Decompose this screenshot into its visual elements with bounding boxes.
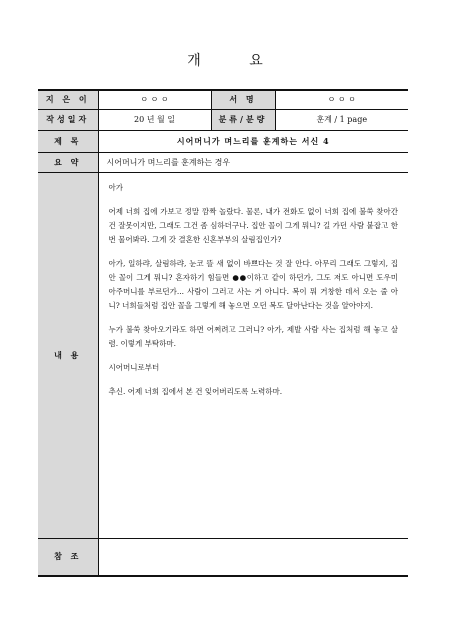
category-value[interactable]: 훈계 / 1 page <box>275 109 408 130</box>
date-row <box>38 109 408 130</box>
page-title: 개 요 <box>187 53 285 69</box>
reference-value[interactable] <box>98 538 408 576</box>
letter-greeting: 아가 <box>108 182 123 192</box>
content-label: 내 용 <box>38 172 98 538</box>
content-row <box>38 172 408 538</box>
date-value[interactable]: 20 년 월 일 <box>98 109 211 130</box>
summary-row <box>38 152 408 172</box>
signature-label: 서 명 <box>211 90 275 109</box>
category-label: 분류/분량 <box>211 109 275 130</box>
author-label: 지 은 이 <box>38 90 98 109</box>
title-value[interactable]: 시어머니가 며느리를 훈계하는 서신 4 <box>98 130 408 152</box>
author-value[interactable]: ㅇ ㅇ ㅇ <box>98 90 211 109</box>
signature-value[interactable]: ㅇ ㅇ ㅇ <box>275 90 408 109</box>
author-row <box>38 90 408 109</box>
letter-postscript: 추신. 어제 너희 집에서 본 건 잊어버리도록 노력하마. <box>108 386 283 396</box>
letter-body[interactable] <box>98 172 408 538</box>
summary-label: 요 약 <box>38 152 98 172</box>
overview-form-table <box>38 89 408 577</box>
letter-signoff: 시어머니로부터 <box>108 362 160 372</box>
letter-paragraph-1: 어제 너희 집에 가보고 정말 깜짝 놀랐다. 물론, 내가 전화도 없이 너희 집에 불쑥 찾아간 건 잘못이지만, 그래도 그건 좀 심하더구나. 집안 꼴이 그게 뭐니? 길 가던 사람 붙잡고 한번 물어봐라. 그게 갓 결혼한 신혼부부의 살림집인가? <box>108 206 398 244</box>
reference-label: 참 조 <box>38 538 98 576</box>
title-row <box>38 130 408 152</box>
letter-paragraph-2: 아가, 일하랴, 살림하랴, 눈코 뜰 새 없이 바쁘다는 것 잘 안다. 아무리 그래도 그렇지, 집안 꼴이 그게 뭐니? 혼자하기 힘들면 ●●이하고 같이 하던가, 그도 저도 아니면 도우미 아주머니를 부르던가... 사람이 그러고 사는 거 아니다. 복이 뭐 거창한 데서 오는 줄 아니? 너희들처럼 집안 꼴을 그렇게 해 놓으면 오던 복도 달아난다는 것을 알아야지. <box>108 258 398 310</box>
letter-paragraph-3: 누가 불쑥 찾아오기라도 하면 어쩌려고 그러니? 아가, 제발 사람 사는 집처럼 해 놓고 살렴. 이렇게 부탁하마. <box>108 324 398 348</box>
summary-value[interactable]: 시어머니가 며느리를 훈계하는 경우 <box>98 152 408 172</box>
date-label: 작성일자 <box>38 109 98 130</box>
reference-row <box>38 538 408 576</box>
title-label: 제 목 <box>38 130 98 152</box>
